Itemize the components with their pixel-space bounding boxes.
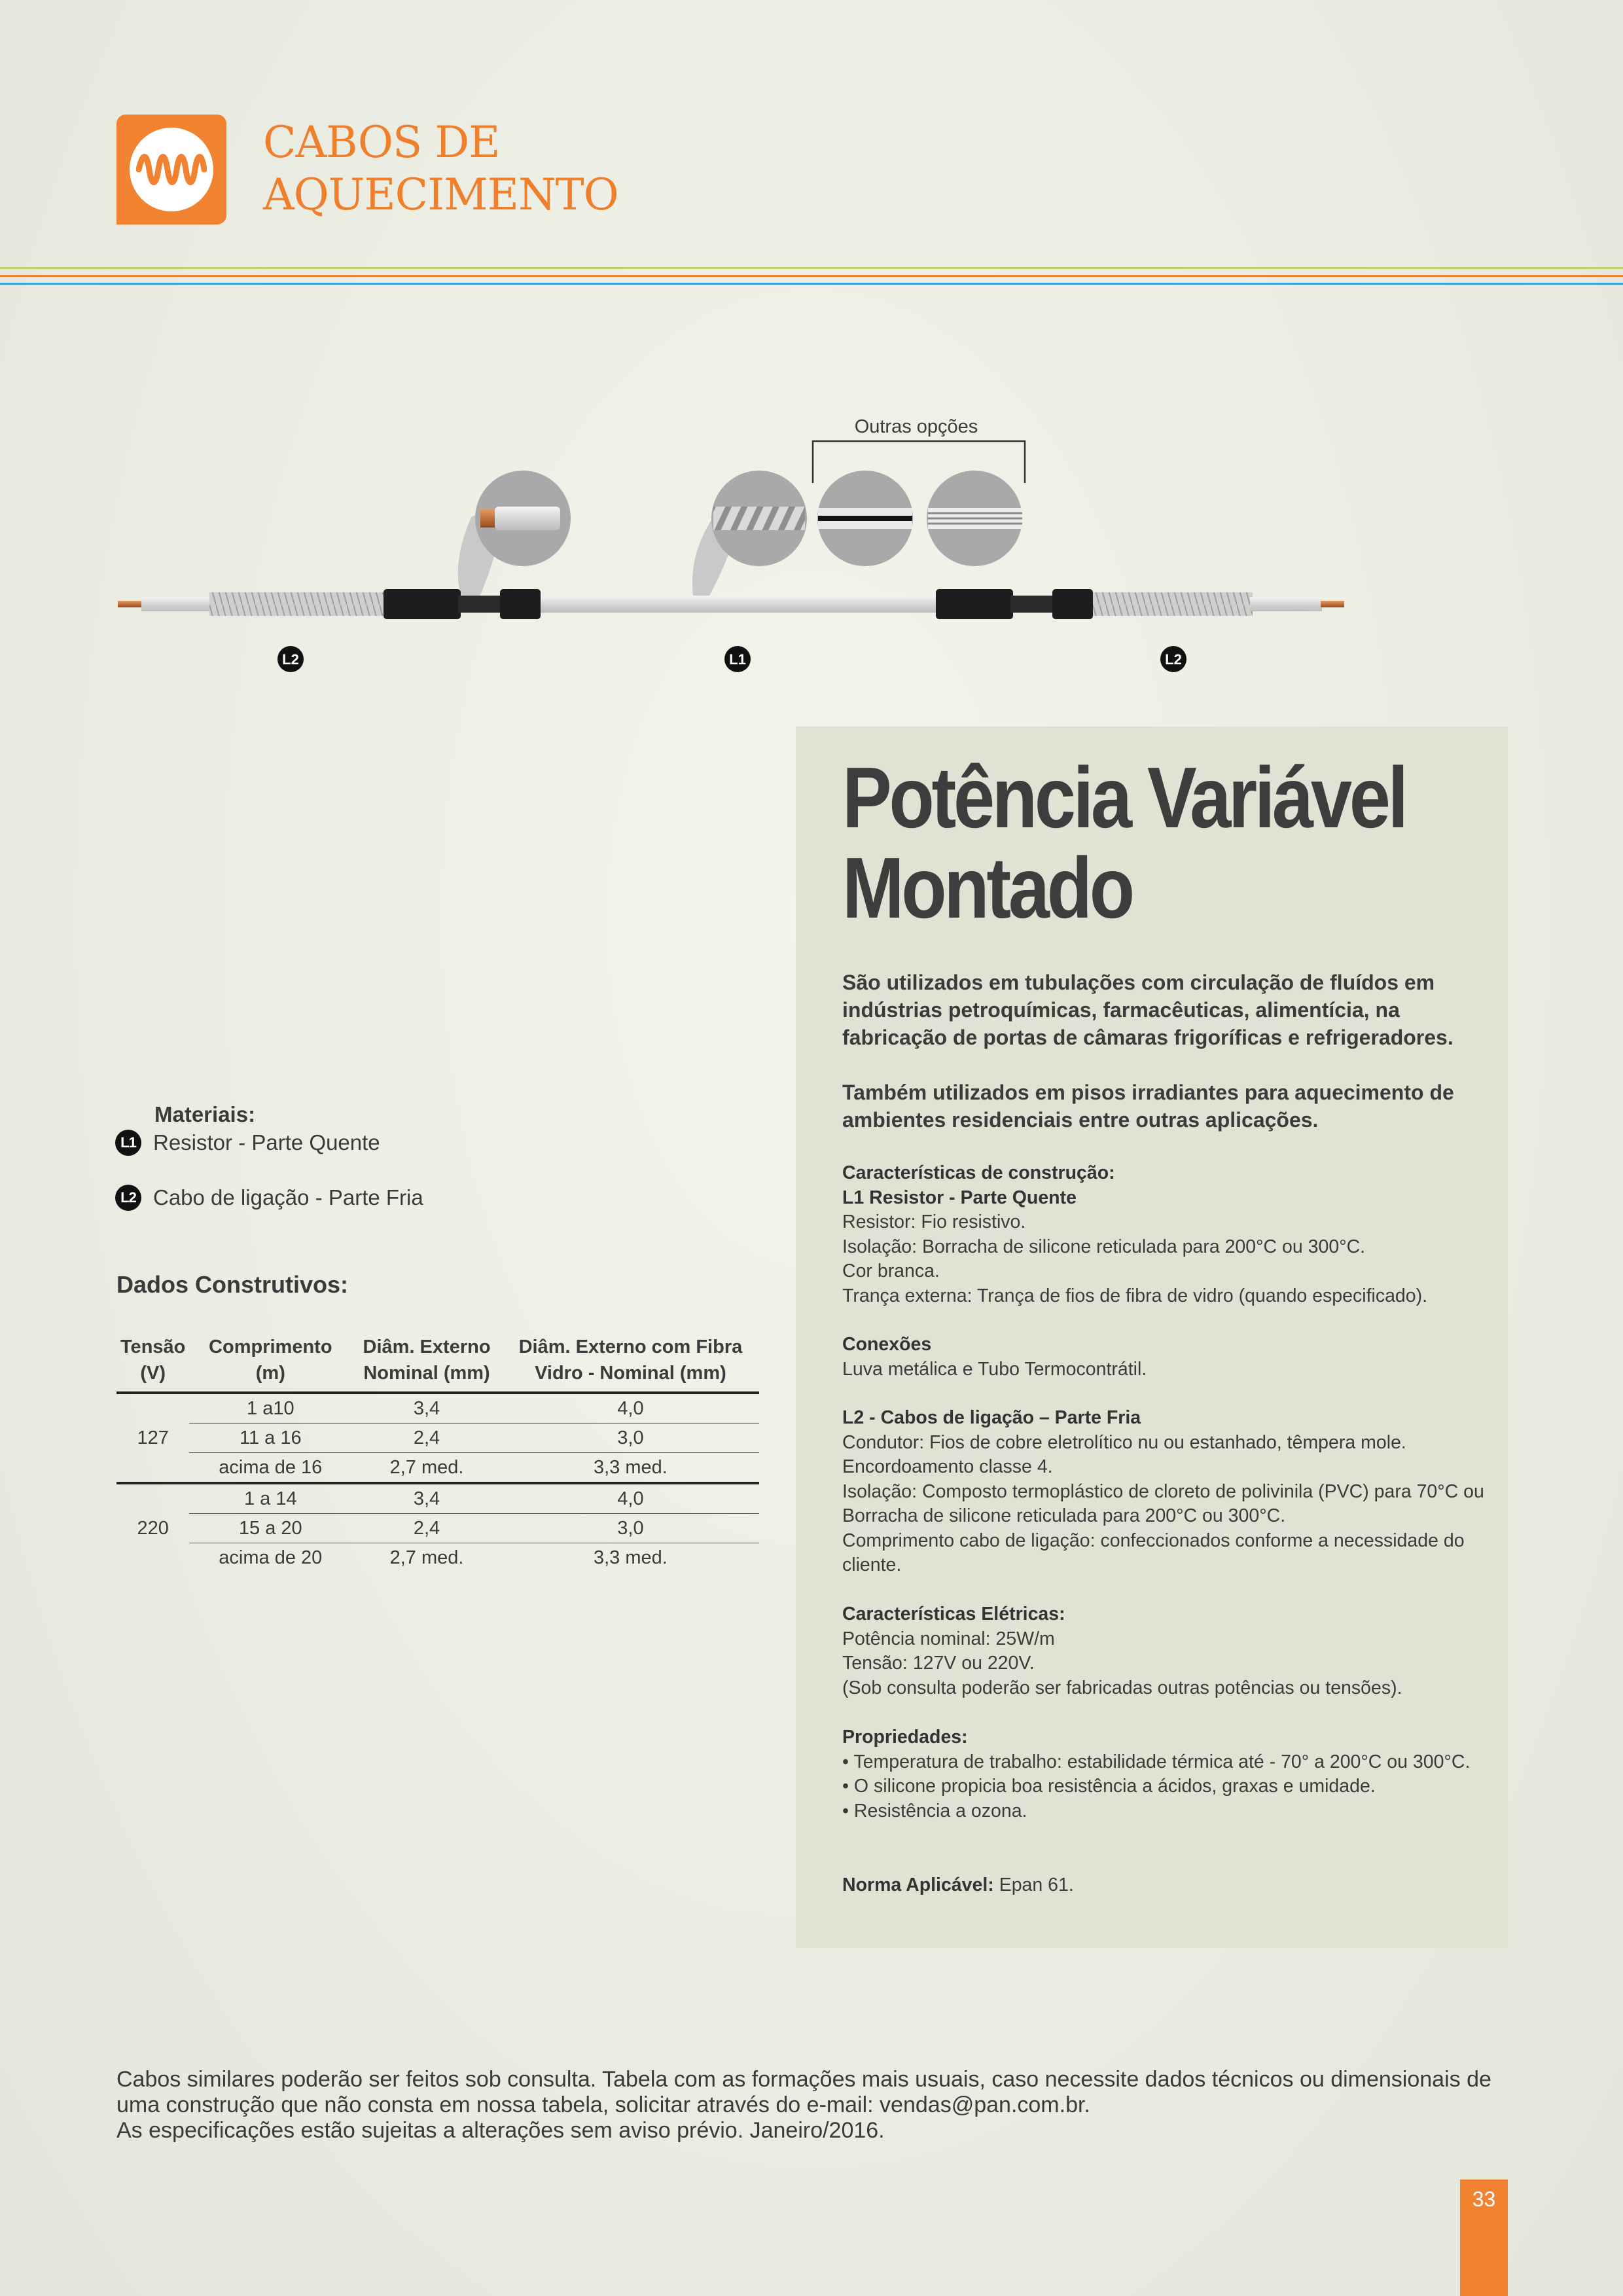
table-row — [116, 1424, 759, 1453]
material-item-l2 — [115, 1183, 423, 1212]
header-diameter-fiber: Diâm. Externo com Fibra Vidro - Nominal (mm) — [518, 1336, 743, 1384]
table-header-row — [116, 1331, 759, 1393]
header-line-orange — [0, 275, 1623, 277]
table-row — [116, 1393, 759, 1424]
spec-electrical-title: Características Elétricas: — [842, 1604, 1065, 1624]
connector-right-b — [1052, 589, 1093, 619]
copper-tip-left — [118, 601, 144, 607]
hot-section — [541, 596, 937, 613]
logo — [116, 115, 226, 224]
spec-line: • Temperatura de trabalho: estabilidade térmica até - 70° a 200°C ou 300°C. — [842, 1751, 1471, 1772]
badge-l1-material: L1 — [115, 1130, 141, 1156]
diameter-fiber-cell: 3,0 — [502, 1424, 759, 1453]
connector-left-a — [383, 589, 461, 619]
length-cell: acima de 16 — [219, 1457, 323, 1478]
intro-paragraph-1: São utilizados em tubulações com circulação de fluídos em indústrias petroquímicas, farmacêuticas, alimentícia, na fabricação de portas de câmaras frigoríficas e refrigeradores. — [842, 971, 1454, 1049]
header-diameter: Diâm. Externo Nominal (mm) — [363, 1336, 491, 1384]
length-cell: 1 a 14 — [189, 1483, 351, 1514]
tension-cell: 127 — [137, 1427, 169, 1448]
footer-line1: Cabos similares poderão ser feitos sob consulta. Tabela com as formações mais usuais, caso necessite dados técnicos ou dimensionais de uma construção que não consta em nossa tabela, solicitar através do e-mail: vendas@pan.com.br. — [116, 2067, 1491, 2117]
spec-construction-title: Características de construção: — [842, 1162, 1115, 1183]
product-title — [842, 749, 1411, 936]
header-length: Comprimento (m) — [209, 1336, 332, 1384]
spec-line: Cor branca. — [842, 1261, 940, 1282]
spec-connections-title: Conexões — [842, 1334, 932, 1355]
spec-connections — [842, 1333, 1490, 1382]
connector-right-a — [936, 589, 1013, 619]
section-title-line1: CABOS DE — [263, 117, 500, 168]
construction-data-title: Dados Construtivos: — [116, 1271, 349, 1298]
spec-line: (Sob consulta poderão ser fabricadas outras potências ou tensões). — [842, 1677, 1402, 1698]
section-title — [263, 117, 721, 221]
diameter-cell: 3,4 — [351, 1393, 502, 1424]
page-number: 33 — [1460, 2179, 1508, 2296]
cable-illustration — [0, 393, 1623, 694]
spec-line: • Resistência a ozona. — [842, 1800, 1027, 1821]
length-cell: 1 a10 — [189, 1393, 351, 1424]
length-cell: 15 a 20 — [189, 1514, 351, 1543]
badge-l1-text: L1 — [729, 651, 746, 668]
copper-tip-right — [1321, 601, 1344, 607]
table-row — [116, 1483, 759, 1514]
diameter-cell: 2,7 med. — [389, 1547, 464, 1568]
badge-l2-right-text: L2 — [1165, 651, 1182, 668]
connector-left-b — [500, 589, 541, 619]
material-item-l1 — [115, 1128, 380, 1157]
footer-line2: As especificações estão sujeitas a alterações sem aviso prévio. Janeiro/2016. — [116, 2118, 885, 2143]
diameter-cell: 2,4 — [351, 1514, 502, 1543]
spec-line: Condutor: Fios de cobre eletrolítico nu ou estanhado, têmpera mole. — [842, 1431, 1406, 1453]
badge-l2-left-text: L2 — [282, 651, 299, 668]
length-cell: acima de 20 — [219, 1547, 323, 1568]
heating-coil-icon — [136, 149, 207, 190]
spec-line: Isolação: Composto termoplástico de cloreto de polivinila (PVC) para 70°C ou Borracha de silicone reticulada para 200°C ou 300°C. — [842, 1480, 1484, 1526]
materials-title: Materiais: — [154, 1102, 256, 1126]
spec-standard — [842, 1873, 1490, 1898]
spec-cold-lead-title: L2 - Cabos de ligação – Parte Fria — [842, 1407, 1141, 1428]
spec-line: Tensão: 127V ou 220V. — [842, 1653, 1035, 1674]
diameter-fiber-cell: 4,0 — [502, 1393, 759, 1424]
construction-data-table — [116, 1331, 759, 1572]
diameter-fiber-cell: 3,0 — [502, 1514, 759, 1543]
diameter-cell: 2,7 med. — [389, 1457, 464, 1478]
table-row — [116, 1453, 759, 1484]
spec-line: Resistor: Fio resistivo. — [842, 1211, 1026, 1232]
spec-line: Encordoamento classe 4. — [842, 1456, 1053, 1477]
table-row — [116, 1543, 759, 1573]
header-tension: Tensão (V) — [120, 1336, 186, 1384]
other-options-label: Outras opções — [854, 416, 978, 437]
section-title-line2: AQUECIMENTO — [263, 170, 618, 220]
spec-construction — [842, 1161, 1490, 1308]
spec-standard-value: Epan 61. — [993, 1874, 1074, 1895]
diameter-cell: 3,4 — [351, 1483, 502, 1514]
spec-properties — [842, 1725, 1490, 1823]
diameter-fiber-cell: 3,3 med. — [594, 1457, 668, 1478]
footer-note — [116, 2067, 1524, 2144]
table-row — [116, 1514, 759, 1543]
intro-paragraph-2: Também utilizados em pisos irradiantes para aquecimento de ambientes residenciais entre outras aplicações. — [842, 1081, 1454, 1132]
spec-line: Luva metálica e Tubo Termocontrátil. — [842, 1358, 1147, 1380]
spec-line: Comprimento cabo de ligação: confeccionados conforme a necessidade do cliente. — [842, 1530, 1465, 1575]
spec-line: Trança externa: Trança de fios de fibra de vidro (quando especificado). — [842, 1285, 1428, 1306]
header-line-blue — [0, 283, 1623, 285]
diameter-cell: 2,4 — [351, 1424, 502, 1453]
header-line-green — [0, 267, 1623, 269]
spec-line: • O silicone propicia boa resistência a ácidos, graxas e umidade. — [842, 1776, 1376, 1797]
spec-electrical — [842, 1602, 1490, 1700]
cold-lead-right — [1093, 592, 1253, 616]
material-text: Resistor - Parte Quente — [153, 1130, 380, 1155]
diameter-fiber-cell: 4,0 — [502, 1483, 759, 1514]
spec-properties-title: Propriedades: — [842, 1727, 968, 1748]
diameter-fiber-cell: 3,3 med. — [594, 1547, 668, 1568]
badge-l2-material: L2 — [115, 1185, 141, 1211]
spec-cold-lead — [842, 1406, 1490, 1578]
spec-construction-subtitle: L1 Resistor - Parte Quente — [842, 1187, 1077, 1208]
spec-standard-label: Norma Aplicável: — [842, 1874, 994, 1895]
length-cell: 11 a 16 — [189, 1424, 351, 1453]
product-title-line2: Montado — [842, 840, 1132, 936]
tension-cell: 220 — [137, 1518, 169, 1539]
spec-line: Isolação: Borracha de silicone reticulada para 200°C ou 300°C. — [842, 1236, 1366, 1257]
material-text: Cabo de ligação - Parte Fria — [153, 1185, 423, 1210]
product-title-line1: Potência Variável — [842, 749, 1406, 846]
cold-lead-left — [209, 592, 386, 616]
spec-line: Potência nominal: 25W/m — [842, 1628, 1055, 1649]
